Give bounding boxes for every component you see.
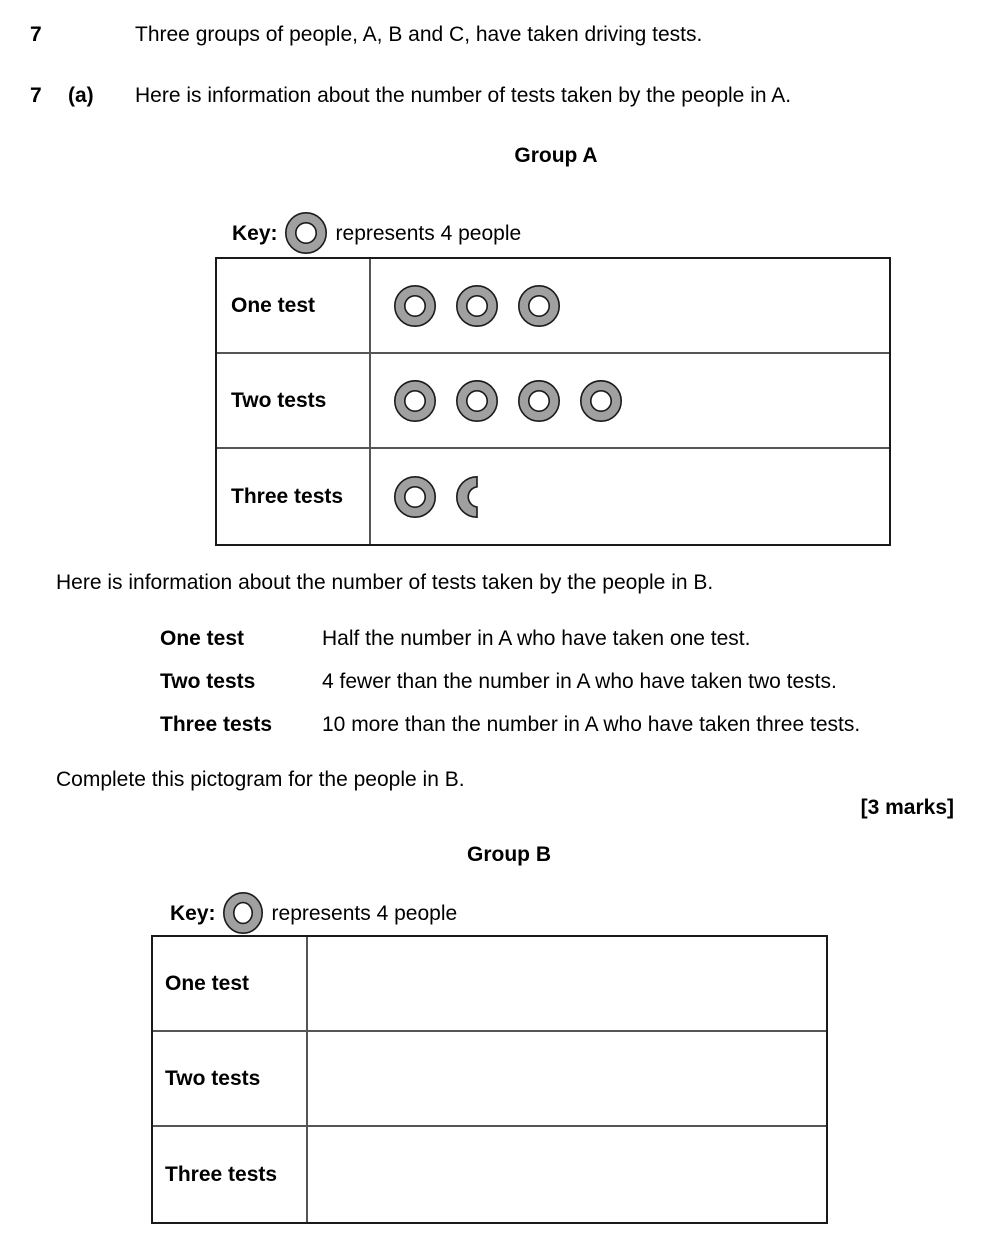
group-a-key-caption: represents 4 people — [335, 221, 522, 245]
rule-description-two-tests: 4 fewer than the number in A who have taken two tests. — [322, 670, 837, 693]
question-part-number: 7 — [30, 84, 42, 107]
row-label-cell — [217, 259, 371, 352]
table-row — [153, 937, 826, 1032]
row-label-cell — [153, 1032, 308, 1125]
pictogram-symbol-half — [455, 475, 517, 519]
row-label: One test — [231, 294, 316, 317]
question-number: 7 — [30, 23, 42, 46]
pictogram-symbol-full — [517, 379, 579, 423]
group-b-key-caption: represents 4 people — [271, 901, 458, 925]
table-row — [153, 1032, 826, 1127]
pictogram-symbol-full — [455, 379, 517, 423]
row-label-cell — [217, 354, 371, 447]
table-row — [153, 1127, 826, 1222]
pictogram-symbol-full — [393, 379, 455, 423]
row-symbols-cell[interactable] — [371, 259, 889, 352]
pictogram-symbol-full — [393, 475, 455, 519]
row-label: Two tests — [165, 1067, 261, 1090]
group-b-key — [170, 891, 457, 935]
donut-symbol-icon — [284, 211, 328, 255]
row-label: One test — [165, 972, 250, 995]
group-a-title: Group A — [514, 144, 598, 167]
row-label-cell — [153, 1127, 308, 1222]
group-a-pictogram-table — [215, 257, 891, 546]
question-stem: Three groups of people, A, B and C, have taken driving tests. — [135, 23, 703, 46]
row-answer-cell-three-tests[interactable] — [308, 1127, 826, 1222]
row-symbols-cell[interactable] — [371, 354, 889, 447]
row-label: Two tests — [231, 389, 327, 412]
row-label: Three tests — [231, 485, 344, 508]
pictogram-instruction: Complete this pictogram for the people in B. — [56, 768, 465, 791]
row-answer-cell-two-tests[interactable] — [308, 1032, 826, 1125]
row-symbols-cell[interactable] — [371, 449, 889, 544]
rule-label-two-tests: Two tests — [160, 670, 256, 693]
pictogram-symbol-full — [517, 284, 579, 328]
rule-description-three-tests: 10 more than the number in A who have taken three tests. — [322, 713, 861, 736]
rule-label-one-test: One test — [160, 627, 245, 650]
table-row — [217, 449, 889, 544]
rule-label-three-tests: Three tests — [160, 713, 273, 736]
question-part-label: (a) — [68, 84, 94, 107]
group-b-pictogram-table — [151, 935, 828, 1224]
row-answer-cell-one-test[interactable] — [308, 937, 826, 1030]
group-b-title: Group B — [467, 843, 551, 866]
group-a-key-label: Key: — [232, 221, 278, 245]
pictogram-symbol-full — [455, 284, 517, 328]
row-label: Three tests — [165, 1163, 278, 1186]
table-row — [217, 354, 889, 449]
pictogram-symbol-full — [393, 284, 455, 328]
pictogram-symbol-full — [579, 379, 641, 423]
row-label-cell — [153, 937, 308, 1030]
donut-symbol-icon — [222, 891, 264, 935]
marks-badge: [3 marks] — [860, 796, 954, 819]
table-row — [217, 259, 889, 354]
row-label-cell — [217, 449, 371, 544]
group-b-key-label: Key: — [170, 901, 216, 925]
question-part-text: Here is information about the number of tests taken by the people in A. — [135, 84, 792, 107]
group-b-intro: Here is information about the number of tests taken by the people in B. — [56, 571, 714, 594]
rule-description-one-test: Half the number in A who have taken one test. — [322, 627, 751, 650]
group-a-key — [232, 211, 521, 255]
